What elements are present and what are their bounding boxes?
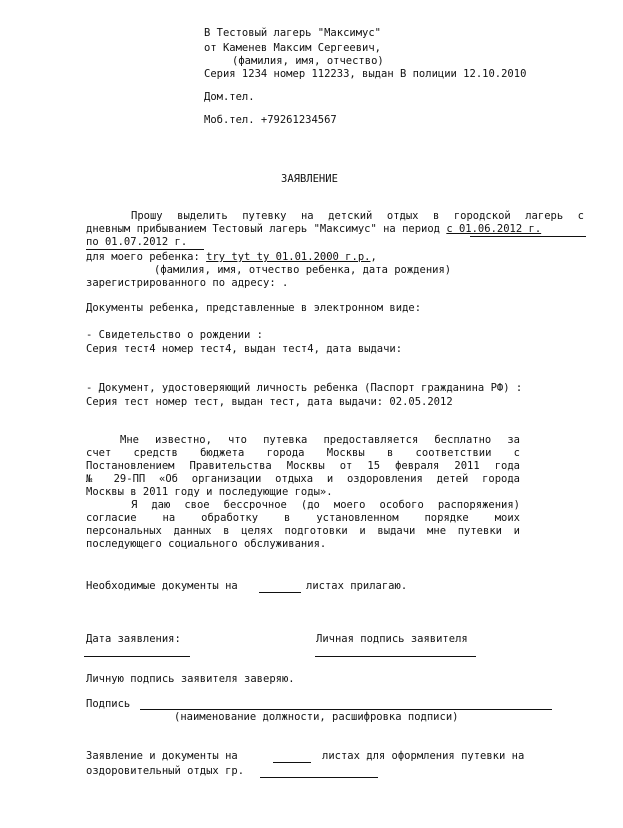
attachments-text-after: листах прилагаю. [306,580,408,592]
notice-p1-line-4: № 29-ПП «Об организации отдыха и оздоровления детей города [86,473,520,485]
request-line-2 [86,223,541,236]
date-blank [84,656,190,657]
sign-blank [140,709,552,710]
certify-text: Личную подпись заявителя заверяю. [86,673,295,685]
notice-p2-line-3: персональных данных в целях подготовки и выдачи мне путевки и [86,525,520,537]
request-line-1: Прошу выделить путевку на детский отдых в городской лагерь с [131,210,584,222]
signature-blank [315,656,476,657]
period-to: по 01.07.2012 г. [86,236,188,248]
sign-hint: (наименование должности, расшифровка подписи) [174,711,459,723]
attachments-pages-blank [259,592,301,593]
notice-p2-line-2: согласие на обработку в установленном порядке моих [86,512,520,524]
notice-p2-line-4: последующего социального обслуживания. [86,538,327,550]
request-line-2-text: дневным прибыванием Тестовый лагерь "Максимус" на период [86,223,447,235]
identity-document-title: - Документ, удостоверяющий личность ребенка (Паспорт гражданина РФ) : [86,382,523,394]
document-title: ЗАЯВЛЕНИЕ [281,173,338,185]
footer-name-blank [260,777,378,778]
applicant-name: от Каменев Максим Сергеевич, [204,42,382,54]
footer-line-1-before: Заявление и документы на [86,750,238,762]
applicant-name-hint: (фамилия, имя, отчество) [232,55,384,67]
notice-p1-line-3: Постановлением Правительства Москвы от 15 февраля 2011 года [86,460,520,472]
period-from: с 01.06.2012 г. [446,223,542,235]
sign-label: Подпись [86,698,131,710]
home-phone: Дом.тел. [204,91,255,103]
child-suffix: , [370,251,377,263]
child-hint: (фамилия, имя, отчество ребенка, дата рождения) [154,264,452,276]
child-line [86,251,377,264]
notice-p1-line-1: Мне известно, что путевка предоставляется бесплатно за [120,434,520,446]
child-address: зарегистрированного по адресу: . [86,277,289,289]
footer-line-2: оздоровительный отдых гр. [86,765,245,777]
recipient: В Тестовый лагерь "Максимус" [204,27,382,39]
notice-p1-line-5: Москвы в 2011 году и последующие годы». [86,486,333,498]
applicant-passport: Серия 1234 номер 112233, выдан В полиции 12.10.2010 [204,68,527,80]
footer-pages-blank [273,762,311,763]
mobile-phone: Моб.тел. +79261234567 [204,114,337,126]
footer-line-1-after: листах для оформления путевки на [322,750,525,762]
notice-p2-line-1: Я даю свое бессрочное (до моего особого распоряжения) [131,499,520,511]
notice-p1-line-2: счет средств бюджета города Москвы в соответствии с [86,447,520,459]
child-prefix: для моего ребенка: [86,251,207,263]
period-to-underline [86,249,204,250]
period-from-underline [470,236,586,237]
identity-document-details: Серия тест номер тест, выдан тест, дата выдачи: 02.05.2012 [86,396,453,408]
documents-heading: Документы ребенка, представленные в электронном виде: [86,302,422,314]
child-value: try tyt ty 01.01.2000 г.р. [206,251,371,263]
signature-label: Личная подпись заявителя [316,633,468,645]
birth-certificate-details: Серия тест4 номер тест4, выдан тест4, дата выдачи: [86,343,403,355]
birth-certificate-title: - Свидетельство о рождении : [86,329,264,341]
date-label: Дата заявления: [86,633,181,645]
attachments-text-before: Необходимые документы на [86,580,238,592]
